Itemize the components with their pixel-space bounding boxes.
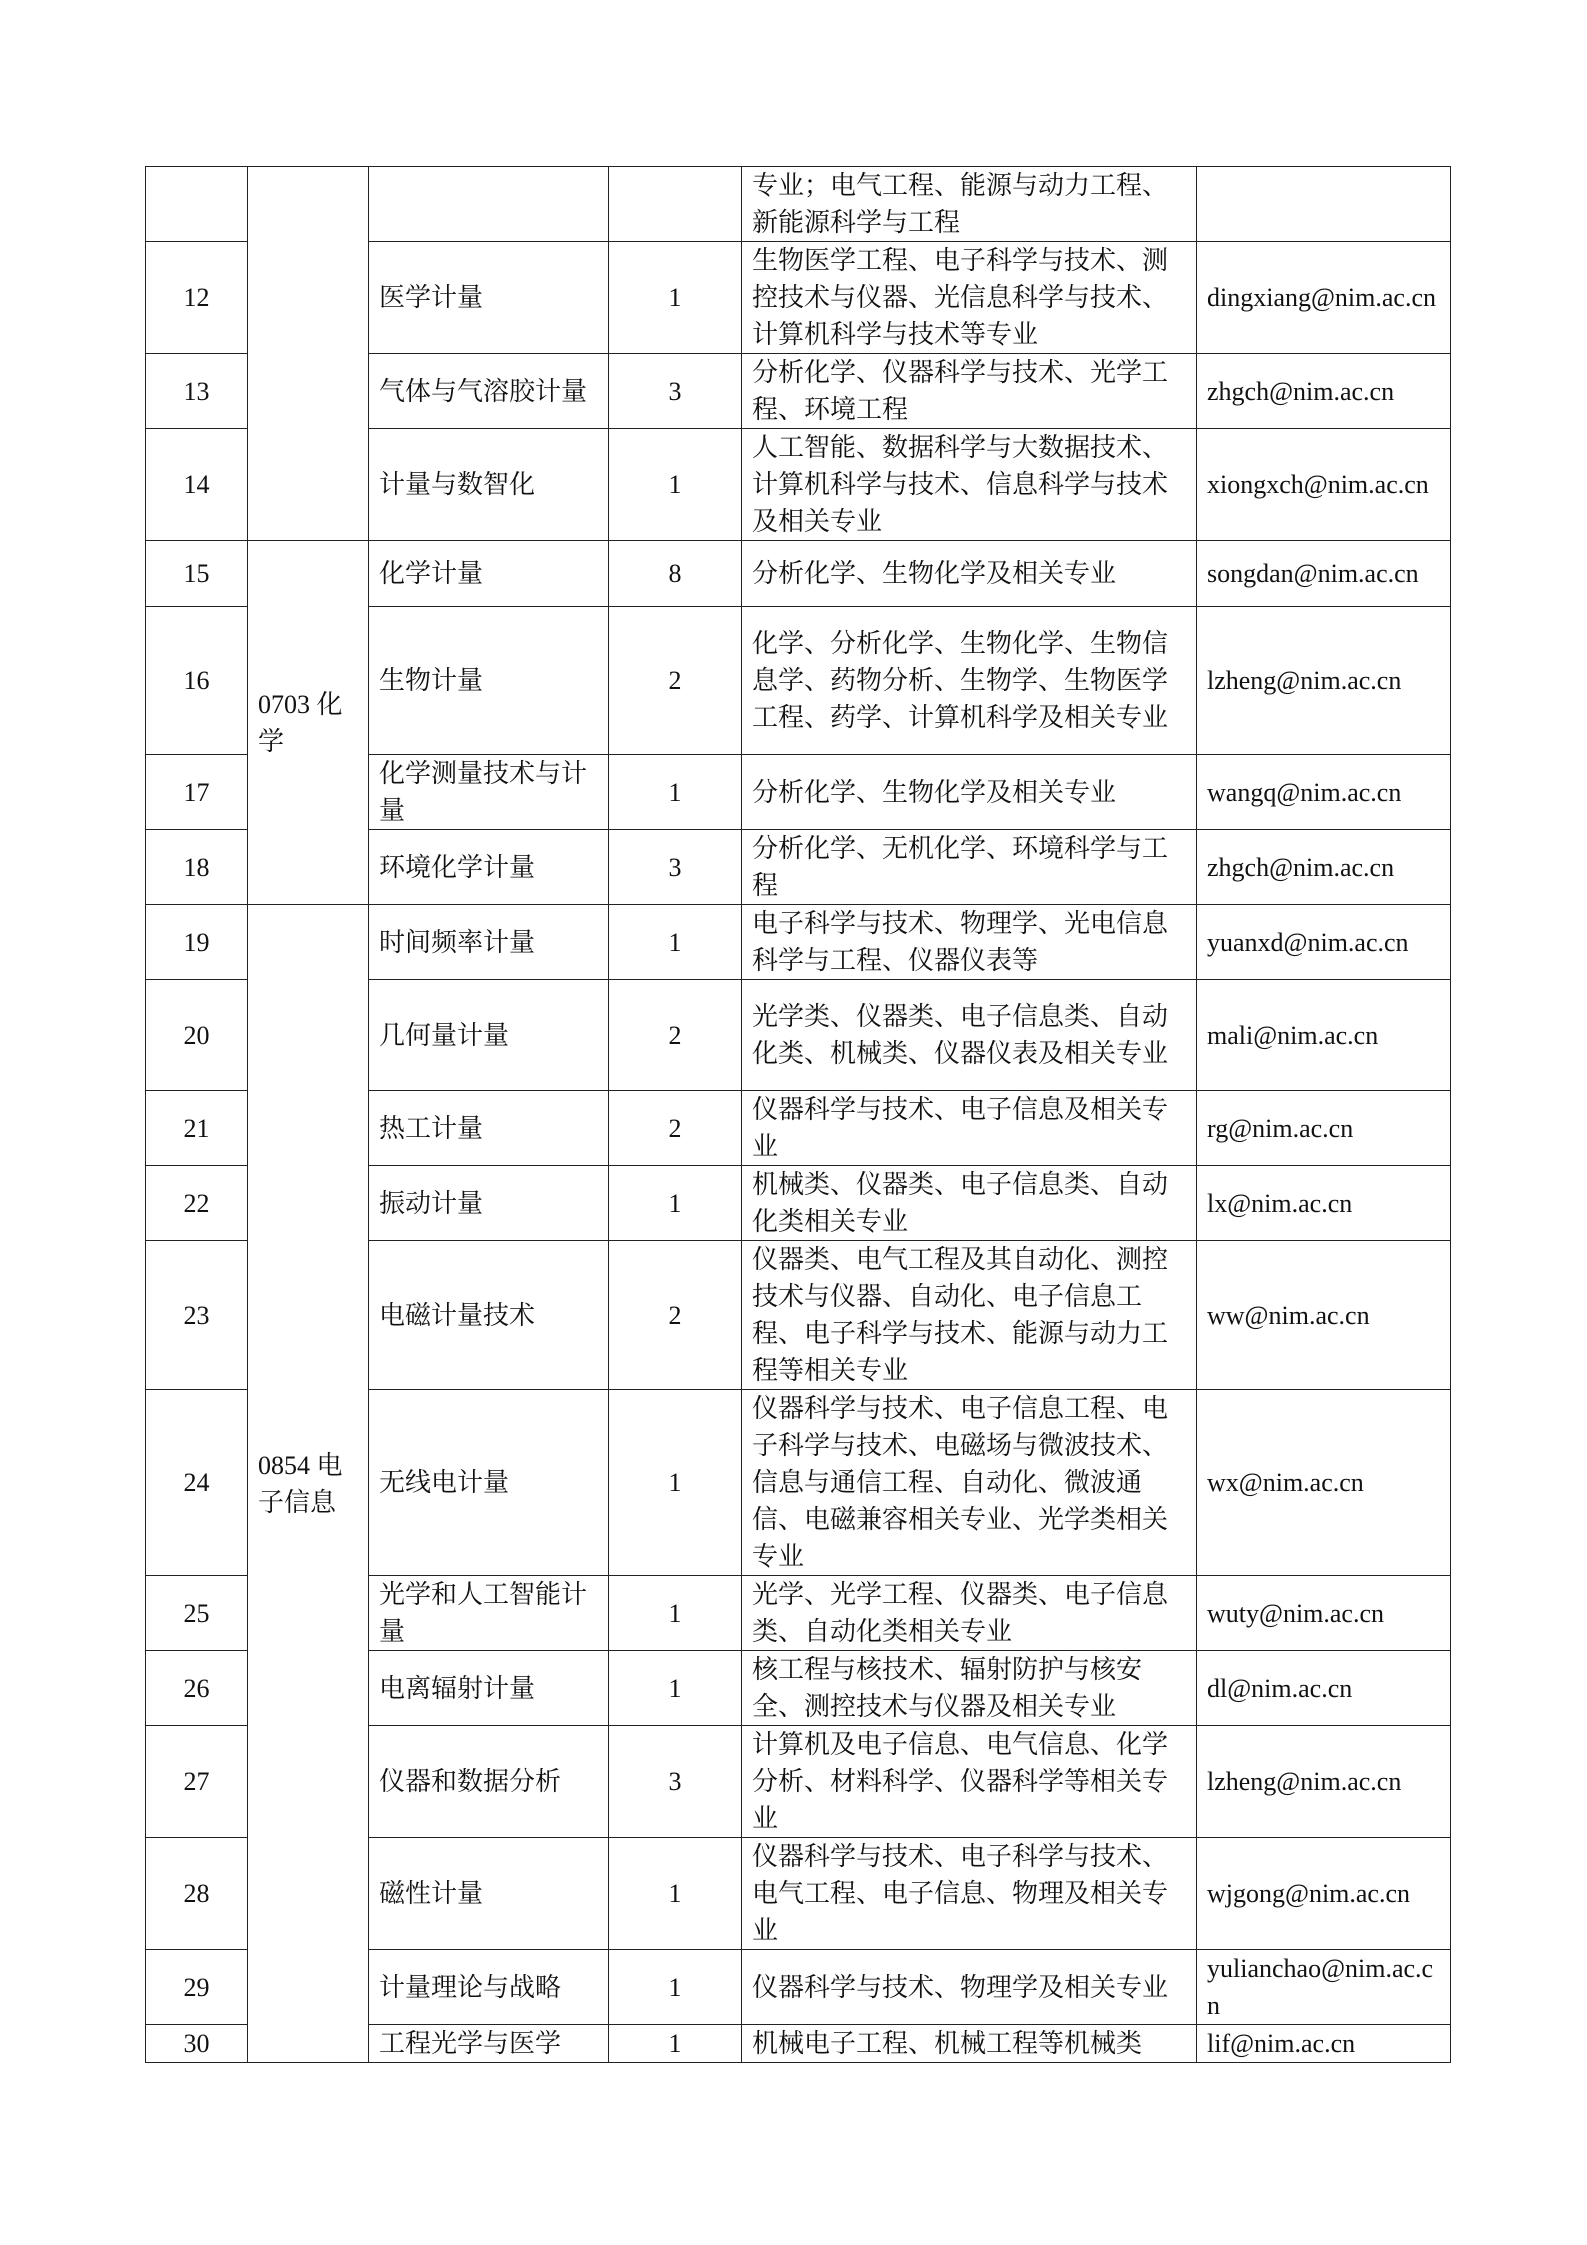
count-cell: 1 [609,429,742,541]
count-cell: 1 [609,1166,742,1241]
email-cell: rg@nim.ac.cn [1197,1091,1451,1166]
discipline-cell: 0703 化学 [248,541,369,905]
direction-cell: 振动计量 [369,1166,609,1241]
row-number: 12 [146,242,248,354]
table-row [146,167,1451,242]
row-number: 20 [146,980,248,1091]
email-cell: dl@nim.ac.cn [1197,1651,1451,1726]
majors-cell: 人工智能、数据科学与大数据技术、计算机科学与技术、信息科学与技术及相关专业 [742,429,1197,541]
majors-cell: 专业；电气工程、能源与动力工程、新能源科学与工程 [742,167,1197,242]
direction-cell: 几何量计量 [369,980,609,1091]
majors-cell: 机械类、仪器类、电子信息类、自动化类相关专业 [742,1166,1197,1241]
row-number: 22 [146,1166,248,1241]
direction-cell: 气体与气溶胶计量 [369,354,609,429]
direction-cell [369,167,609,242]
row-number: 26 [146,1651,248,1726]
email-cell: dingxiang@nim.ac.cn [1197,242,1451,354]
majors-cell: 仪器科学与技术、电子科学与技术、电气工程、电子信息、物理及相关专业 [742,1838,1197,1950]
direction-cell: 工程光学与医学 [369,2025,609,2063]
direction-cell: 计量理论与战略 [369,1950,609,2025]
row-number: 27 [146,1726,248,1838]
email-cell: songdan@nim.ac.cn [1197,541,1451,607]
count-cell: 3 [609,354,742,429]
row-number: 28 [146,1838,248,1950]
row-number: 17 [146,755,248,830]
direction-cell: 光学和人工智能计量 [369,1576,609,1651]
direction-cell: 医学计量 [369,242,609,354]
count-cell: 1 [609,1651,742,1726]
direction-cell: 电磁计量技术 [369,1241,609,1390]
email-cell: wangq@nim.ac.cn [1197,755,1451,830]
email-cell: zhgch@nim.ac.cn [1197,830,1451,905]
direction-cell: 化学计量 [369,541,609,607]
email-cell: wx@nim.ac.cn [1197,1390,1451,1576]
majors-cell: 分析化学、生物化学及相关专业 [742,541,1197,607]
direction-cell: 环境化学计量 [369,830,609,905]
direction-cell: 仪器和数据分析 [369,1726,609,1838]
row-number: 16 [146,607,248,755]
direction-cell: 时间频率计量 [369,905,609,980]
row-number [146,167,248,242]
count-cell: 8 [609,541,742,607]
count-cell: 2 [609,980,742,1091]
email-cell: lif@nim.ac.cn [1197,2025,1451,2063]
count-cell: 1 [609,2025,742,2063]
email-cell: zhgch@nim.ac.cn [1197,354,1451,429]
majors-cell: 光学类、仪器类、电子信息类、自动化类、机械类、仪器仪表及相关专业 [742,980,1197,1091]
count-cell: 2 [609,1241,742,1390]
email-cell: wjgong@nim.ac.cn [1197,1838,1451,1950]
majors-cell: 仪器类、电气工程及其自动化、测控技术与仪器、自动化、电子信息工程、电子科学与技术、能源与动力工程等相关专业 [742,1241,1197,1390]
direction-cell: 计量与数智化 [369,429,609,541]
count-cell: 1 [609,1950,742,2025]
discipline-cell [248,167,369,541]
row-number: 13 [146,354,248,429]
majors-cell: 核工程与核技术、辐射防护与核安全、测控技术与仪器及相关专业 [742,1651,1197,1726]
recruitment-table [145,166,1451,2063]
direction-cell: 化学测量技术与计量 [369,755,609,830]
direction-cell: 热工计量 [369,1091,609,1166]
count-cell: 3 [609,1726,742,1838]
count-cell: 1 [609,755,742,830]
majors-cell: 仪器科学与技术、物理学及相关专业 [742,1950,1197,2025]
majors-cell: 仪器科学与技术、电子信息及相关专业 [742,1091,1197,1166]
row-number: 29 [146,1950,248,2025]
row-number: 19 [146,905,248,980]
row-number: 24 [146,1390,248,1576]
majors-cell: 电子科学与技术、物理学、光电信息科学与工程、仪器仪表等 [742,905,1197,980]
count-cell: 2 [609,607,742,755]
majors-cell: 生物医学工程、电子科学与技术、测控技术与仪器、光信息科学与技术、计算机科学与技术等专业 [742,242,1197,354]
email-cell: yuanxd@nim.ac.cn [1197,905,1451,980]
count-cell: 1 [609,1390,742,1576]
majors-cell: 仪器科学与技术、电子信息工程、电子科学与技术、电磁场与微波技术、信息与通信工程、自动化、微波通信、电磁兼容相关专业、光学类相关专业 [742,1390,1197,1576]
email-cell: ww@nim.ac.cn [1197,1241,1451,1390]
row-number: 30 [146,2025,248,2063]
count-cell: 3 [609,830,742,905]
count-cell: 1 [609,1838,742,1950]
email-cell: yulianchao@nim.ac.cn [1197,1950,1451,2025]
direction-cell: 生物计量 [369,607,609,755]
count-cell [609,167,742,242]
email-cell: lx@nim.ac.cn [1197,1166,1451,1241]
majors-cell: 机械电子工程、机械工程等机械类 [742,2025,1197,2063]
email-cell: xiongxch@nim.ac.cn [1197,429,1451,541]
majors-cell: 分析化学、仪器科学与技术、光学工程、环境工程 [742,354,1197,429]
email-cell: wuty@nim.ac.cn [1197,1576,1451,1651]
email-cell: mali@nim.ac.cn [1197,980,1451,1091]
count-cell: 1 [609,1576,742,1651]
count-cell: 2 [609,1091,742,1166]
row-number: 23 [146,1241,248,1390]
row-number: 21 [146,1091,248,1166]
email-cell: lzheng@nim.ac.cn [1197,607,1451,755]
row-number: 14 [146,429,248,541]
row-number: 15 [146,541,248,607]
count-cell: 1 [609,242,742,354]
table-row [146,541,1451,607]
majors-cell: 化学、分析化学、生物化学、生物信息学、药物分析、生物学、生物医学工程、药学、计算机科学及相关专业 [742,607,1197,755]
table-row [146,905,1451,980]
row-number: 18 [146,830,248,905]
direction-cell: 电离辐射计量 [369,1651,609,1726]
majors-cell: 分析化学、无机化学、环境科学与工程 [742,830,1197,905]
majors-cell: 分析化学、生物化学及相关专业 [742,755,1197,830]
email-cell: lzheng@nim.ac.cn [1197,1726,1451,1838]
discipline-cell: 0854 电子信息 [248,905,369,2063]
majors-cell: 计算机及电子信息、电气信息、化学分析、材料科学、仪器科学等相关专业 [742,1726,1197,1838]
row-number: 25 [146,1576,248,1651]
count-cell: 1 [609,905,742,980]
email-cell [1197,167,1451,242]
majors-cell: 光学、光学工程、仪器类、电子信息类、自动化类相关专业 [742,1576,1197,1651]
direction-cell: 无线电计量 [369,1390,609,1576]
direction-cell: 磁性计量 [369,1838,609,1950]
